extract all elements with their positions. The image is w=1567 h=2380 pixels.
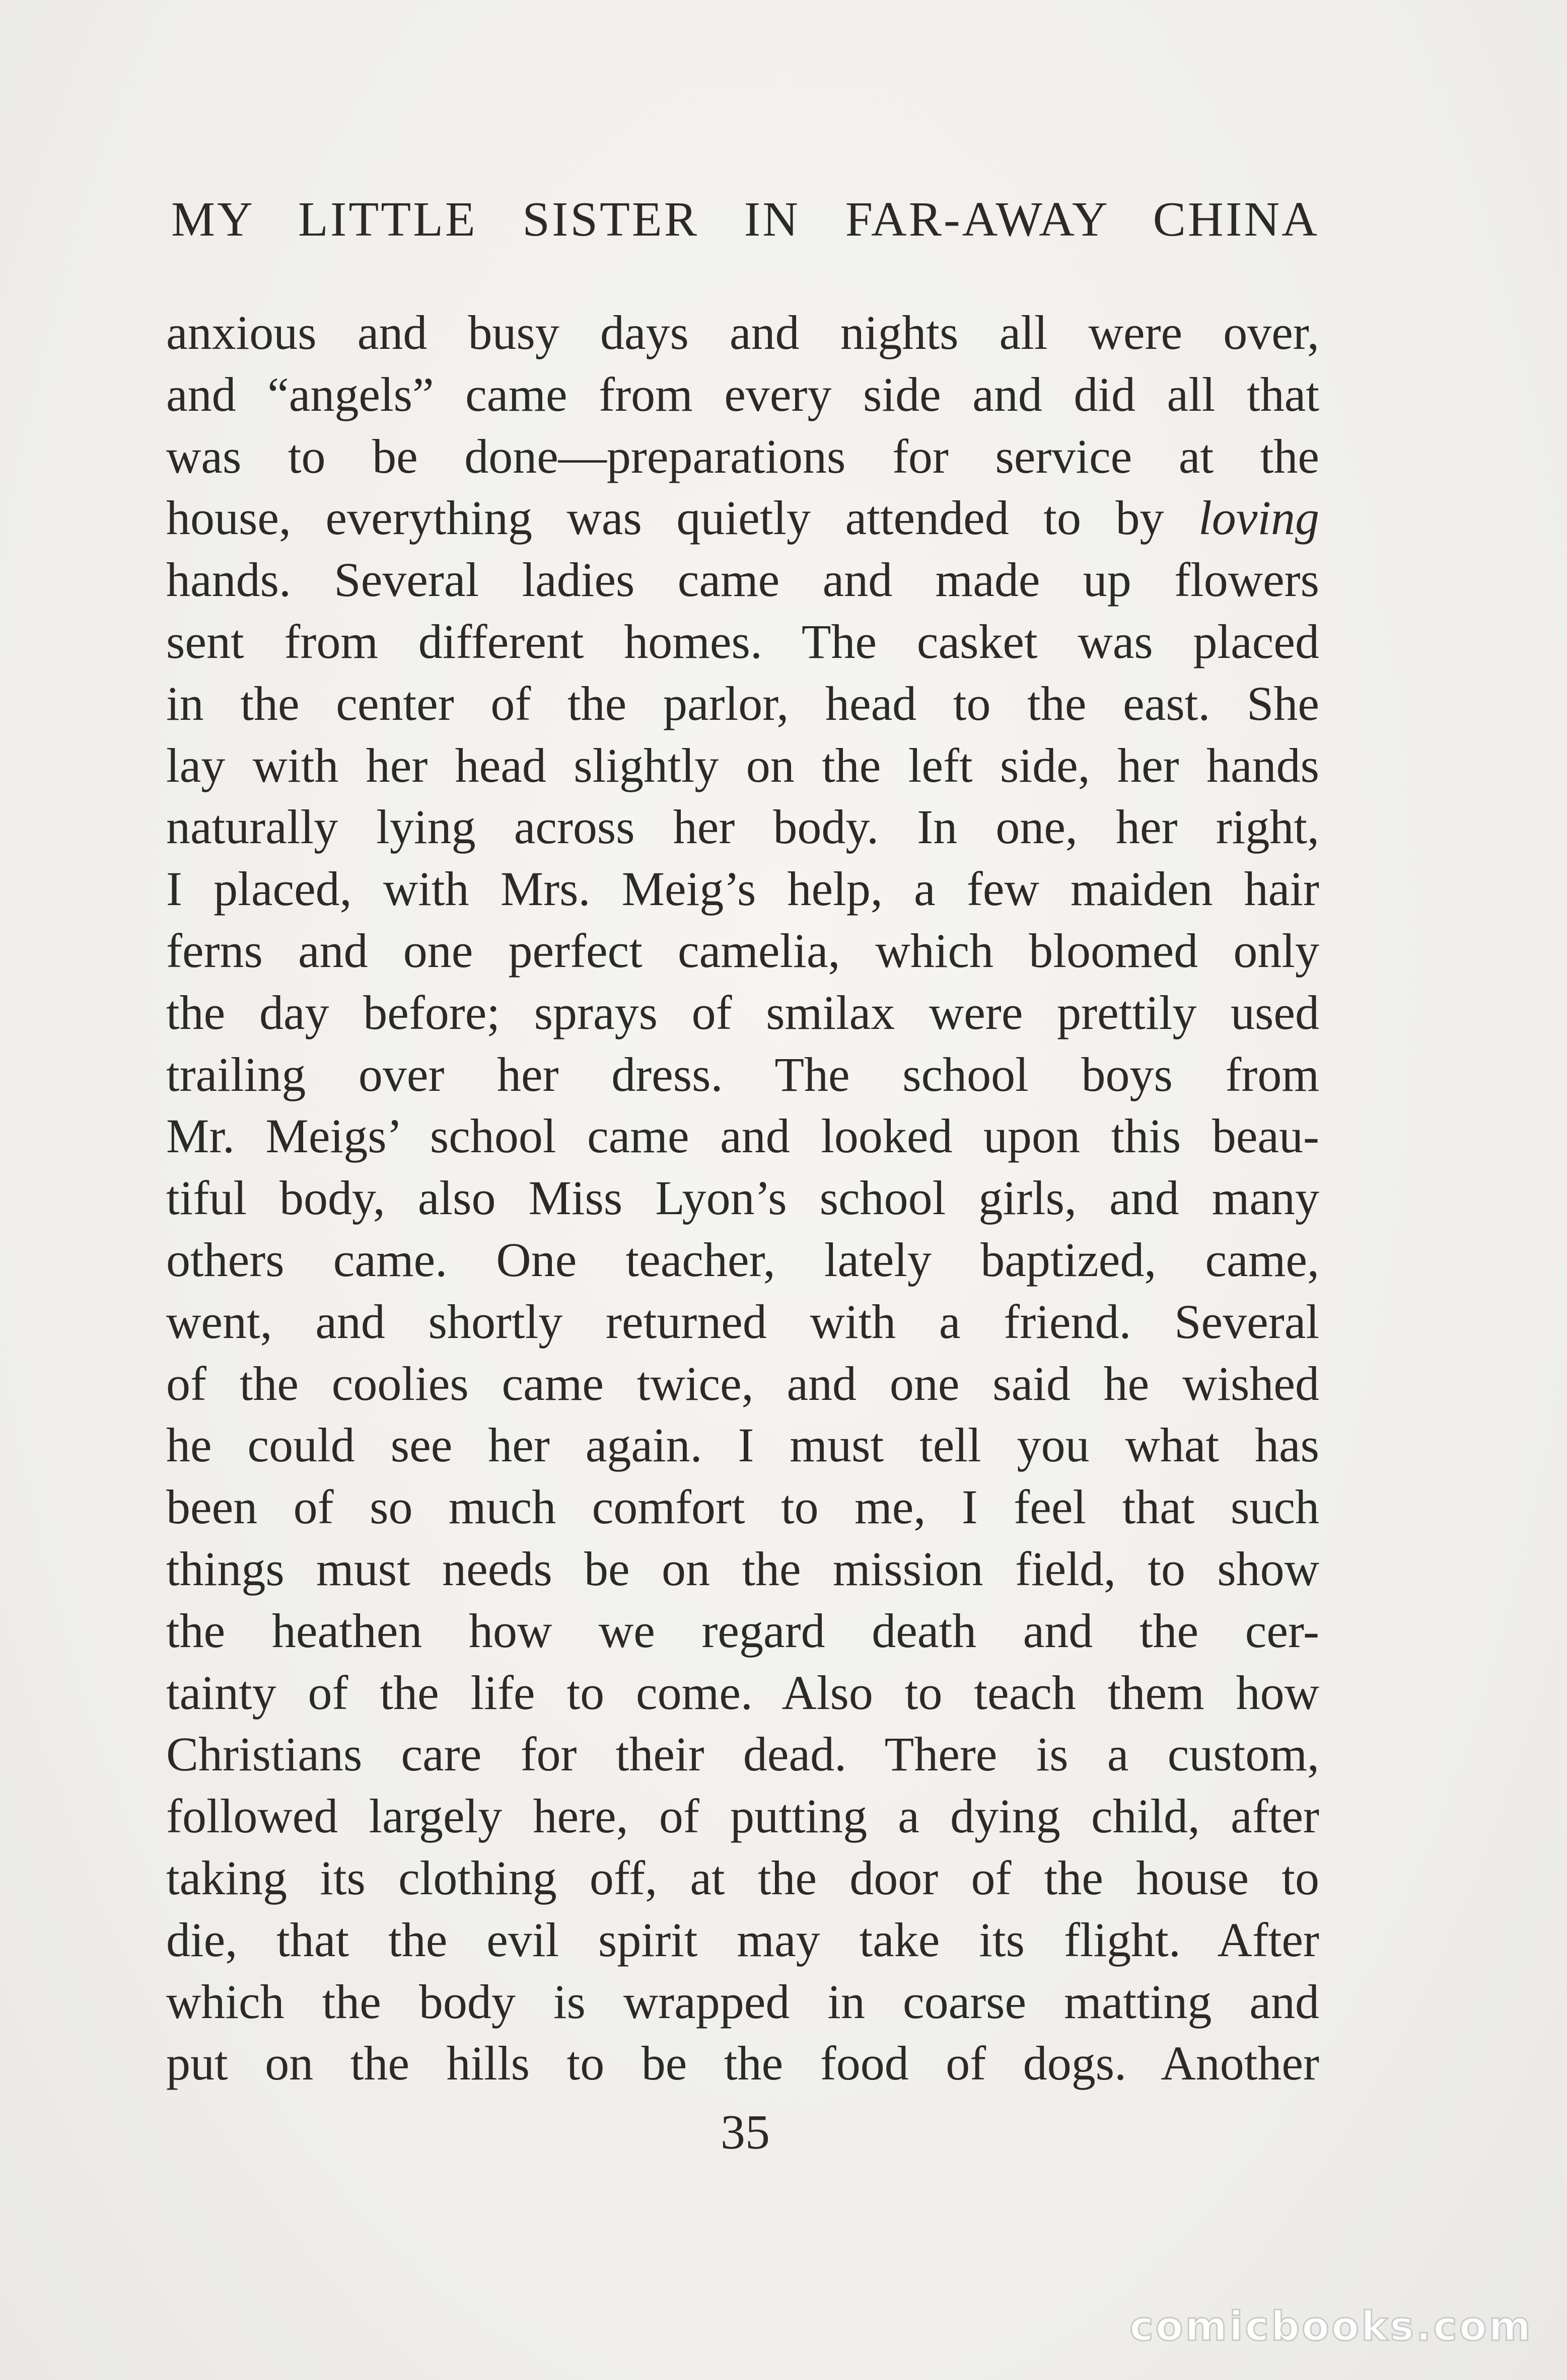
- text-line: lay with her head slightly on the left side, her hands: [166, 738, 1319, 792]
- text-line: trailing over her dress. The school boys from: [166, 1047, 1319, 1101]
- page-number: 35: [721, 2105, 770, 2160]
- text-line: Christians care for their dead. There is a custom,: [166, 1727, 1319, 1781]
- text-line: in the center of the parlor, head to the east. She: [166, 676, 1319, 730]
- text-line: die, that the evil spirit may take its flight. After: [166, 1912, 1319, 1967]
- text-line: things must needs be on the mission field, to show: [166, 1541, 1319, 1596]
- text-line: was to be done—preparations for service at the: [166, 429, 1319, 483]
- running-head: MY LITTLE SISTER IN FAR-AWAY CHINA: [171, 192, 1319, 247]
- text-line: the day before; sprays of smilax were prettily used: [166, 985, 1319, 1039]
- text-line: anxious and busy days and nights all were over,: [166, 306, 1319, 359]
- text-line: put on the hills to be the food of dogs. Another: [166, 2036, 1319, 2091]
- text-line: I placed, with Mrs. Meig’s help, a few maiden hair: [166, 862, 1319, 916]
- text-line: taking its clothing off, at the door of the house to: [166, 1850, 1319, 1905]
- text-line: been of so much comfort to me, I feel that such: [166, 1480, 1319, 1534]
- text-line: the heathen how we regard death and the cer-: [166, 1603, 1319, 1658]
- text-line: and “angels” came from every side and did all that: [166, 367, 1319, 421]
- text-line: naturally lying across her body. In one, her right,: [166, 800, 1319, 854]
- text-line: tainty of the life to come. Also to teach them how: [166, 1665, 1319, 1720]
- text-line: of the coolies came twice, and one said he wished: [166, 1356, 1319, 1410]
- text-line: sent from different homes. The casket was placed: [166, 614, 1319, 668]
- text-line: hands. Several ladies came and made up flowers: [166, 553, 1319, 607]
- text-line: he could see her again. I must tell you what has: [166, 1418, 1319, 1472]
- text-line: Mr. Meigs’ school came and looked upon this beau-: [166, 1109, 1319, 1163]
- text-line: ferns and one perfect camelia, which bloomed only: [166, 923, 1319, 978]
- emphasized-word: loving: [1198, 491, 1319, 545]
- text-line: which the body is wrapped in coarse matting and: [166, 1974, 1319, 2029]
- text-line: others came. One teacher, lately baptized, came,: [166, 1232, 1319, 1287]
- text-line: house, everything was quietly attended to by loving: [166, 491, 1319, 545]
- text-line: tiful body, also Miss Lyon’s school girls, and many: [166, 1171, 1319, 1225]
- text-line: went, and shortly returned with a friend. Several: [166, 1294, 1319, 1349]
- body-text: [166, 302, 1319, 2095]
- watermark: comicbooks.com: [1129, 2303, 1533, 2350]
- text-line: followed largely here, of putting a dying child, after: [166, 1789, 1319, 1843]
